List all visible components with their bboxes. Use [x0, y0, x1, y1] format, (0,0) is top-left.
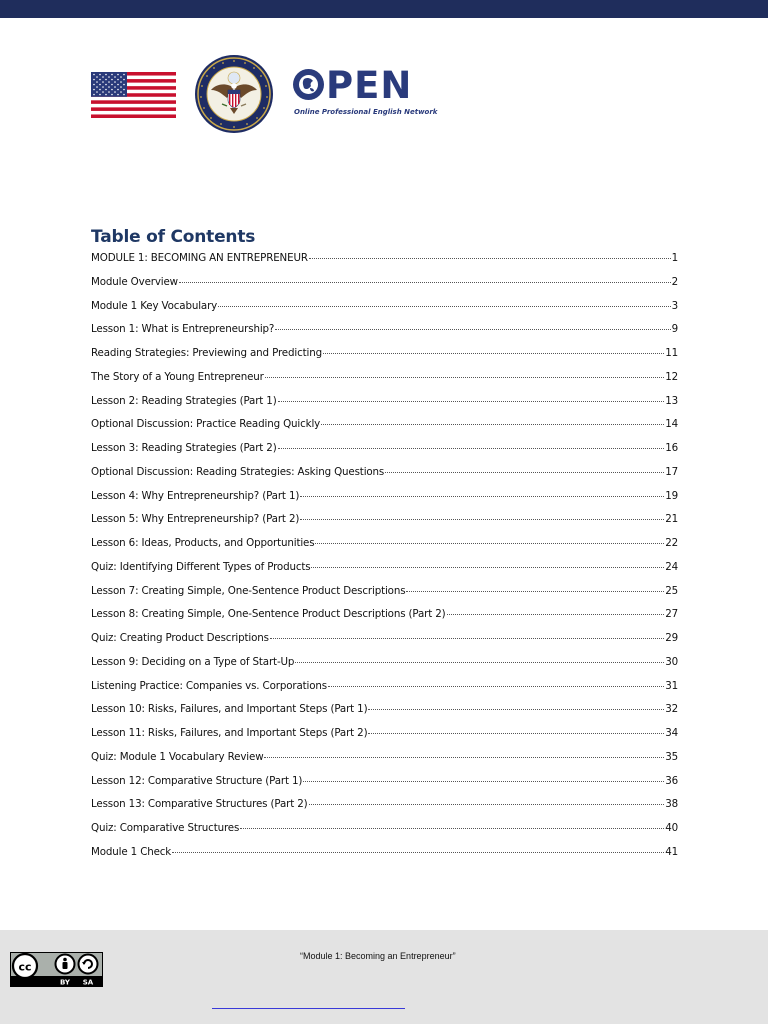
toc-entry-label: Lesson 10: Risks, Failures, and Important Steps (Part 1) — [91, 703, 368, 716]
toc-entry[interactable] — [91, 513, 678, 537]
top-banner — [0, 0, 768, 18]
toc-dot-leader — [406, 590, 664, 592]
toc-dot-leader — [270, 637, 664, 639]
toc-entry[interactable] — [91, 300, 678, 324]
toc-dot-leader — [275, 328, 670, 330]
toc-entry-label: Reading Strategies: Previewing and Predicting — [91, 347, 322, 359]
toc-entry-label: Quiz: Module 1 Vocabulary Review — [91, 750, 264, 763]
department-of-state-seal-icon — [194, 54, 274, 134]
toc-entry-label: Module 1 Key Vocabulary — [91, 299, 218, 312]
toc-entry-page-number: 30 — [665, 655, 678, 668]
toc-entry-label: Lesson 8: Creating Simple, One-Sentence Product Descriptions (Part 2) — [91, 608, 446, 621]
open-logo-text: PEN — [326, 64, 413, 107]
toc-dot-leader — [368, 708, 664, 710]
toc-entry[interactable] — [91, 442, 678, 466]
toc-entry-page-number: 16 — [665, 442, 678, 454]
toc-entry-page-number: 21 — [665, 513, 678, 526]
toc-dot-leader — [309, 803, 665, 805]
page-footer — [0, 930, 768, 1024]
open-tagline: Online Professional English Network — [294, 108, 438, 116]
toc-dot-leader — [309, 257, 671, 259]
toc-dot-leader — [315, 542, 664, 544]
toc-entry-page-number: 1 — [671, 252, 678, 264]
toc-entry[interactable] — [91, 276, 678, 300]
toc-entry-label: Listening Practice: Companies vs. Corporations — [91, 679, 327, 692]
toc-entry[interactable] — [91, 775, 678, 799]
toc-entry-label: Lesson 3: Reading Strategies (Part 2) — [91, 442, 277, 454]
toc-dot-leader — [368, 732, 664, 734]
toc-entry-page-number: 32 — [665, 703, 678, 716]
toc-dot-leader — [447, 613, 665, 615]
toc-entry-page-number: 19 — [665, 489, 678, 502]
toc-entry-label: Lesson 5: Why Entrepreneurship? (Part 2) — [91, 513, 300, 526]
toc-entry[interactable] — [91, 418, 678, 442]
toc-entry-label: Lesson 6: Ideas, Products, and Opportunities — [91, 537, 315, 549]
toc-entry[interactable] — [91, 656, 678, 680]
toc-entry[interactable] — [91, 632, 678, 656]
toc-entry-page-number: 41 — [665, 845, 678, 858]
toc-entry[interactable] — [91, 608, 678, 632]
toc-title: Table of Contents — [91, 227, 256, 247]
toc-entry[interactable] — [91, 822, 678, 846]
toc-dot-leader — [300, 518, 664, 520]
toc-dot-leader — [278, 400, 665, 402]
toc-dot-leader — [300, 495, 664, 497]
toc-entry[interactable] — [91, 466, 678, 490]
toc-dot-leader — [278, 447, 665, 449]
footer-link[interactable] — [212, 1008, 405, 1009]
toc-entry-page-number: 40 — [665, 822, 678, 834]
toc-entry[interactable] — [91, 371, 678, 395]
toc-dot-leader — [265, 376, 664, 378]
svg-text:cc: cc — [18, 960, 32, 974]
toc-dot-leader — [218, 305, 670, 307]
toc-entry-label: Lesson 11: Risks, Failures, and Important Steps (Part 2) — [91, 727, 368, 739]
toc-entry[interactable] — [91, 703, 678, 727]
open-logo — [292, 66, 412, 106]
us-flag-icon — [91, 72, 176, 118]
toc-dot-leader — [295, 661, 664, 663]
toc-dot-leader — [311, 566, 664, 568]
toc-entry[interactable] — [91, 323, 678, 347]
toc-dot-leader — [240, 827, 664, 829]
toc-entry-page-number: 14 — [665, 418, 678, 431]
toc-dot-leader — [172, 851, 664, 853]
toc-entry[interactable] — [91, 585, 678, 609]
toc-entry-page-number: 11 — [665, 347, 678, 359]
toc-entry-page-number: 29 — [665, 632, 678, 644]
toc-entry-page-number: 13 — [665, 394, 678, 407]
toc-entry-page-number: 2 — [671, 275, 678, 288]
toc-entry[interactable] — [91, 680, 678, 704]
toc-entry-label: Quiz: Identifying Different Types of Products — [91, 560, 311, 573]
toc-entry-page-number: 36 — [665, 774, 678, 787]
toc-dot-leader — [179, 281, 671, 283]
toc-entry-label: Module Overview — [91, 275, 178, 288]
toc-entry[interactable] — [91, 252, 678, 276]
toc-entry-label: Lesson 2: Reading Strategies (Part 1) — [91, 394, 277, 407]
toc-entry-page-number: 25 — [665, 584, 678, 597]
toc-entry-label: Optional Discussion: Reading Strategies: Asking Questions — [91, 465, 385, 478]
toc-entry-page-number: 31 — [665, 679, 678, 692]
license-by-label: BY — [59, 978, 71, 987]
toc-entry[interactable] — [91, 395, 678, 419]
toc-entry-label: The Story of a Young Entrepreneur — [91, 370, 264, 383]
toc-entry-page-number: 3 — [671, 299, 678, 312]
toc-entry[interactable] — [91, 347, 678, 371]
toc-entry-page-number: 12 — [665, 370, 678, 383]
toc-entry[interactable] — [91, 490, 678, 514]
toc-entry-page-number: 24 — [665, 560, 678, 573]
toc-entry-page-number: 27 — [665, 608, 678, 621]
toc-entry-label: Lesson 9: Deciding on a Type of Start-Up — [91, 655, 295, 668]
toc-entry-label: Lesson 13: Comparative Structures (Part 2) — [91, 798, 308, 811]
toc-entry-label: Quiz: Comparative Structures — [91, 822, 240, 834]
toc-dot-leader — [328, 685, 664, 687]
open-globe-icon — [292, 68, 325, 101]
toc-entry-page-number: 9 — [671, 323, 678, 336]
toc-entry-label: Lesson 7: Creating Simple, One-Sentence Product Descriptions — [91, 584, 406, 597]
toc-entry-label: Lesson 4: Why Entrepreneurship? (Part 1) — [91, 489, 300, 502]
toc-entry[interactable] — [91, 561, 678, 585]
license-sa-label: SA — [82, 978, 94, 987]
toc-entry-label: Module 1 Check — [91, 845, 172, 858]
toc-entry-page-number: 34 — [665, 727, 678, 739]
toc-list — [91, 252, 678, 870]
toc-entry-page-number: 35 — [665, 750, 678, 763]
toc-entry[interactable] — [91, 751, 678, 775]
toc-entry-page-number: 17 — [665, 465, 678, 478]
toc-entry-page-number: 38 — [665, 798, 678, 811]
toc-entry[interactable] — [91, 846, 678, 870]
toc-entry[interactable] — [91, 727, 678, 751]
toc-dot-leader — [323, 352, 664, 354]
toc-entry-label: MODULE 1: BECOMING AN ENTREPRENEUR — [91, 252, 308, 264]
toc-entry-label: Lesson 1: What is Entrepreneurship? — [91, 323, 275, 336]
toc-dot-leader — [321, 423, 664, 425]
toc-entry-label: Lesson 12: Comparative Structure (Part 1) — [91, 774, 303, 787]
toc-entry-page-number: 22 — [665, 537, 678, 549]
toc-dot-leader — [385, 471, 664, 473]
toc-dot-leader — [303, 780, 664, 782]
footer-document-title: “Module 1: Becoming an Entrepreneur” — [300, 951, 456, 961]
creative-commons-by-sa-icon — [10, 952, 103, 987]
toc-entry-label: Quiz: Creating Product Descriptions — [91, 632, 269, 644]
toc-dot-leader — [264, 756, 664, 758]
toc-entry[interactable] — [91, 798, 678, 822]
toc-entry-label: Optional Discussion: Practice Reading Quickly — [91, 418, 321, 431]
toc-entry[interactable] — [91, 537, 678, 561]
